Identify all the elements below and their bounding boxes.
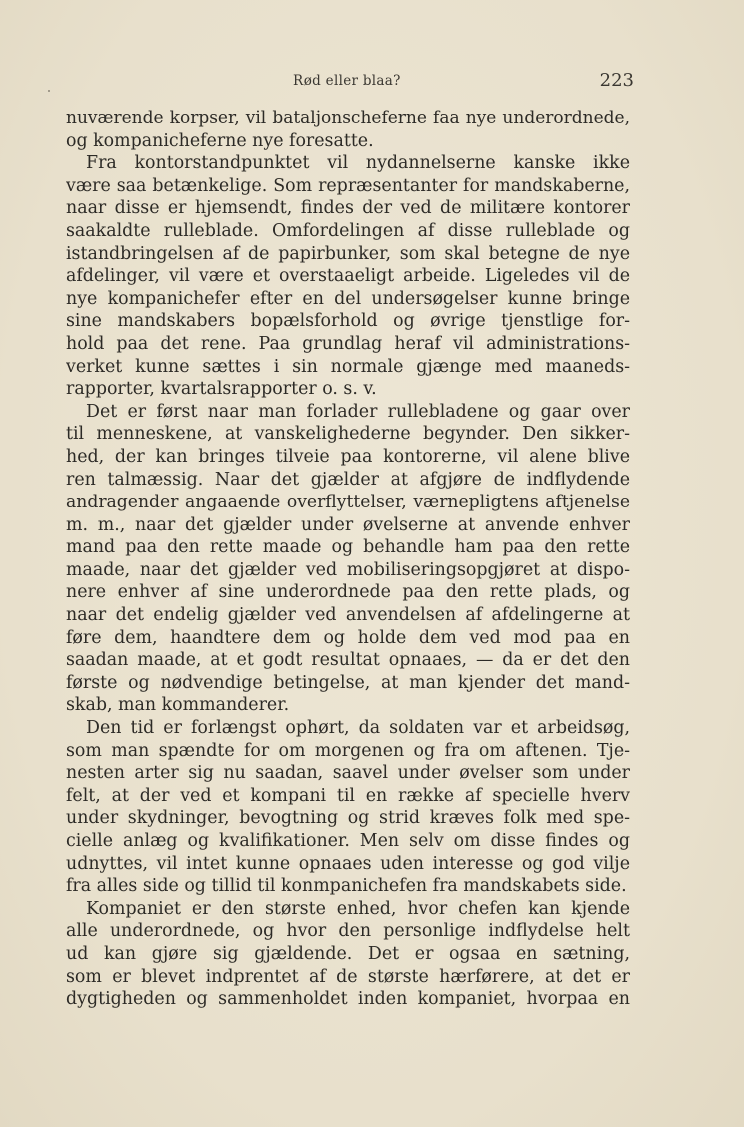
text-line: saakaldte rulleblade. Omfordelingen af disse rulleblade og: [66, 220, 630, 241]
text-line: ud kan gjøre sig gjældende. Det er ogsaa en sætning,: [66, 943, 630, 964]
text-line: første og nødvendige betingelse, at man kjender det mand-: [66, 672, 630, 693]
text-line: ren talmæssig. Naar det gjælder at afgjøre de indflydende: [66, 469, 630, 490]
text-line: nye kompanichefer efter en del undersøgelser kunne bringe: [66, 288, 630, 309]
text-line: dygtigheden og sammenholdet inden kompaniet, hvorpaa en: [66, 989, 630, 1010]
text-line: skab, man kommanderer.: [66, 695, 290, 716]
text-line: nesten arter sig nu saadan, saavel under øvelser som under: [66, 763, 630, 784]
text-line: hold paa det rene. Paa grundlag heraf vil administrations-: [66, 333, 630, 354]
text-line: fra alles side og tillid til konmpanichefen fra mandskabets side.: [66, 876, 627, 897]
text-line: til menneskene, at vanskelighederne begynder. Den sikker-: [66, 424, 630, 445]
text-line: naar disse er hjemsendt, findes der ved de militære kontorer: [66, 198, 630, 219]
text-line: som er blevet indprentet af de største hærførere, at det er: [66, 966, 630, 987]
text-line: nere enhver af sine underordnede paa den rette plads, og: [66, 582, 630, 603]
running-title: Rød eller blaa?: [293, 73, 401, 89]
text-line: verket kunne sættes i sin normale gjænge med maaneds-: [66, 356, 630, 377]
text-line: mand paa den rette maade og behandle ham paa den rette: [66, 537, 630, 558]
text-line: under skydninger, bevogtning og strid kræves folk med spe-: [66, 808, 630, 829]
text-line: føre dem, haandtere dem og holde dem ved mod paa en: [66, 627, 630, 648]
text-line: Fra kontorstandpunktet vil nydannelserne kanske ikke: [86, 153, 630, 174]
text-line: maade, naar det gjælder ved mobiliseringsopgjøret at dispo-: [66, 559, 630, 580]
text-line: Det er først naar man forlader rullebladene og gaar over: [86, 401, 630, 422]
text-line: Den tid er forlængst ophørt, da soldaten var et arbeidsøg,: [86, 718, 630, 739]
text-line: felt, at der ved et kompani til en række af specielle hverv: [66, 785, 630, 806]
text-line: cielle anlæg og kvalifikationer. Men selv om disse findes og: [66, 831, 630, 851]
page-number: 223: [599, 70, 634, 91]
text-line: hed, der kan bringes tilveie paa kontorerne, vil alene blive: [66, 446, 630, 467]
text-line: være saa betænkelige. Som repræsentanter for mandskaberne,: [66, 175, 630, 196]
text-line: udnyttes, vil intet kunne opnaaes uden interesse og god vilje: [66, 853, 630, 874]
body-text: [66, 107, 630, 1011]
running-header: [0, 70, 744, 92]
text-line: som man spændte for om morgenen og fra om aftenen. Tje-: [66, 740, 630, 761]
text-line: andragender angaaende overflyttelser, værnepligtens aftjenelse: [66, 492, 630, 513]
paper-speck: [48, 90, 50, 92]
text-line: nuværende korpser, vil bataljonscheferne faa nye underordnede,: [66, 108, 630, 128]
text-line: istandbringelsen af de papirbunker, som skal betegne de nye: [66, 243, 630, 264]
text-line: og kompanicheferne nye foresatte.: [66, 130, 374, 151]
text-line: m. m., naar det gjælder under øvelserne at anvende enhver: [66, 514, 630, 535]
text-line: rapporter, kvartalsrapporter o. s. v.: [66, 379, 377, 400]
text-line: alle underordnede, og hvor den personlige indflydelse helt: [66, 921, 630, 942]
text-line: sine mandskabers bopælsforhold og øvrige tjenstlige for-: [66, 311, 630, 332]
text-line: saadan maade, at et godt resultat opnaaes, — da er det den: [66, 650, 630, 671]
text-line: afdelinger, vil være et overstaaeligt arbeide. Ligeledes vil de: [66, 266, 630, 287]
text-line: Kompaniet er den største enhed, hvor chefen kan kjende: [86, 898, 630, 919]
text-line: naar det endelig gjælder ved anvendelsen af afdelingerne at: [66, 605, 630, 626]
